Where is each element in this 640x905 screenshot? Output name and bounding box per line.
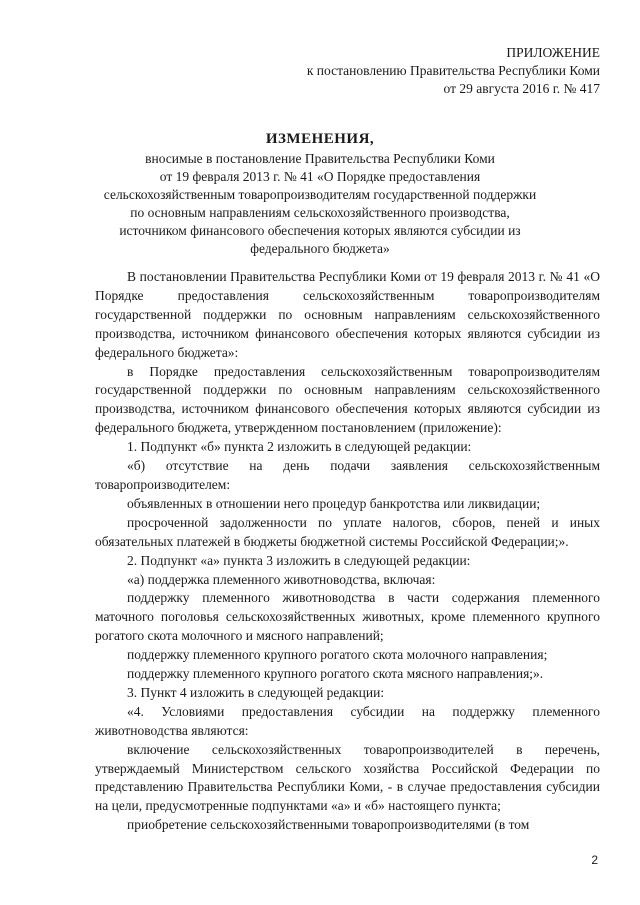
- title-heading: ИЗМЕНЕНИЯ,: [265, 131, 375, 147]
- annex-reference: к постановлению Правительства Республики Коми: [306, 63, 600, 78]
- annex-label: ПРИЛОЖЕНИЕ: [506, 45, 600, 60]
- document-body: [95, 268, 600, 835]
- paragraph: 2. Подпункт «а» пункта 3 изложить в следующей редакции:: [127, 552, 471, 568]
- paragraph: поддержку племенного крупного рогатого скота молочного направления;: [127, 647, 548, 663]
- page-number: 2: [591, 853, 598, 867]
- title-line: вносимые в постановление Правительства Республики Коми: [145, 151, 495, 166]
- title-line: по основным направлениям сельскохозяйственного производства,: [130, 205, 510, 220]
- paragraph: «а) поддержка племенного животноводства, включая:: [127, 571, 436, 587]
- paragraph: «б) отсутствие на день подачи заявления сельскохозяйственным товаропроизводителем:: [95, 458, 600, 492]
- title-line: сельскохозяйственным товаропроизводителям государственной поддержки: [103, 187, 537, 202]
- paragraph: поддержку племенного животноводства в части содержания племенного маточного поголовья сельскохозяйственных животных, кроме племенного крупного рогатого скота молочного и мясного направлений;: [95, 590, 600, 644]
- title-line: источником финансового обеспечения которых являются субсидии из: [119, 223, 521, 238]
- paragraph: включение сельскохозяйственных товаропроизводителей в перечень, утверждаемый Министерством сельского хозяйства Российской Федерации по представлению Правительства Республики Коми, - в случае предоставления субсидии на цели, предусмотренные подпунктами «а» и «б» настоящего пункта;: [95, 741, 600, 814]
- paragraph: 1. Подпункт «б» пункта 2 изложить в следующей редакции:: [127, 439, 472, 455]
- paragraph: приобретение сельскохозяйственными товаропроизводителями (в том: [127, 817, 530, 833]
- paragraph: просроченной задолженности по уплате налогов, сборов, пеней и иных обязательных платежей в бюджеты бюджетной системы Российской Федерации;».: [95, 514, 600, 549]
- paragraph: в Порядке предоставления сельскохозяйственным товаропроизводителям государственной поддержки по основным направлениям сельскохозяйственного производства, источником финансового обеспечения которых являются субсидии из федерального бюджета, утвержденном постановлением (приложение):: [95, 363, 600, 436]
- annex-header: [307, 44, 600, 98]
- paragraph: В постановлении Правительства Республики Коми от 19 февраля 2013 г. № 41 «О Порядке предоставления сельскохозяйственным товаропроизводителям государственной поддержки по основным направлениям сельскохозяйственного производства, источником финансового обеспечения которых являются субсидии из федерального бюджета»:: [95, 269, 600, 360]
- paragraph: объявленных в отношении него процедур банкротства или ликвидации;: [127, 495, 541, 511]
- document-title: [90, 130, 550, 258]
- paragraph: «4. Условиями предоставления субсидии на поддержку племенного животноводства являются:: [95, 703, 600, 738]
- paragraph: 3. Пункт 4 изложить в следующей редакции:: [127, 684, 385, 700]
- paragraph: поддержку племенного крупного рогатого скота мясного направления;».: [127, 666, 544, 682]
- title-line: федерального бюджета»: [250, 241, 390, 256]
- annex-date: от 29 августа 2016 г. № 417: [443, 81, 600, 96]
- title-line: от 19 февраля 2013 г. № 41 «О Порядке предоставления: [159, 169, 481, 184]
